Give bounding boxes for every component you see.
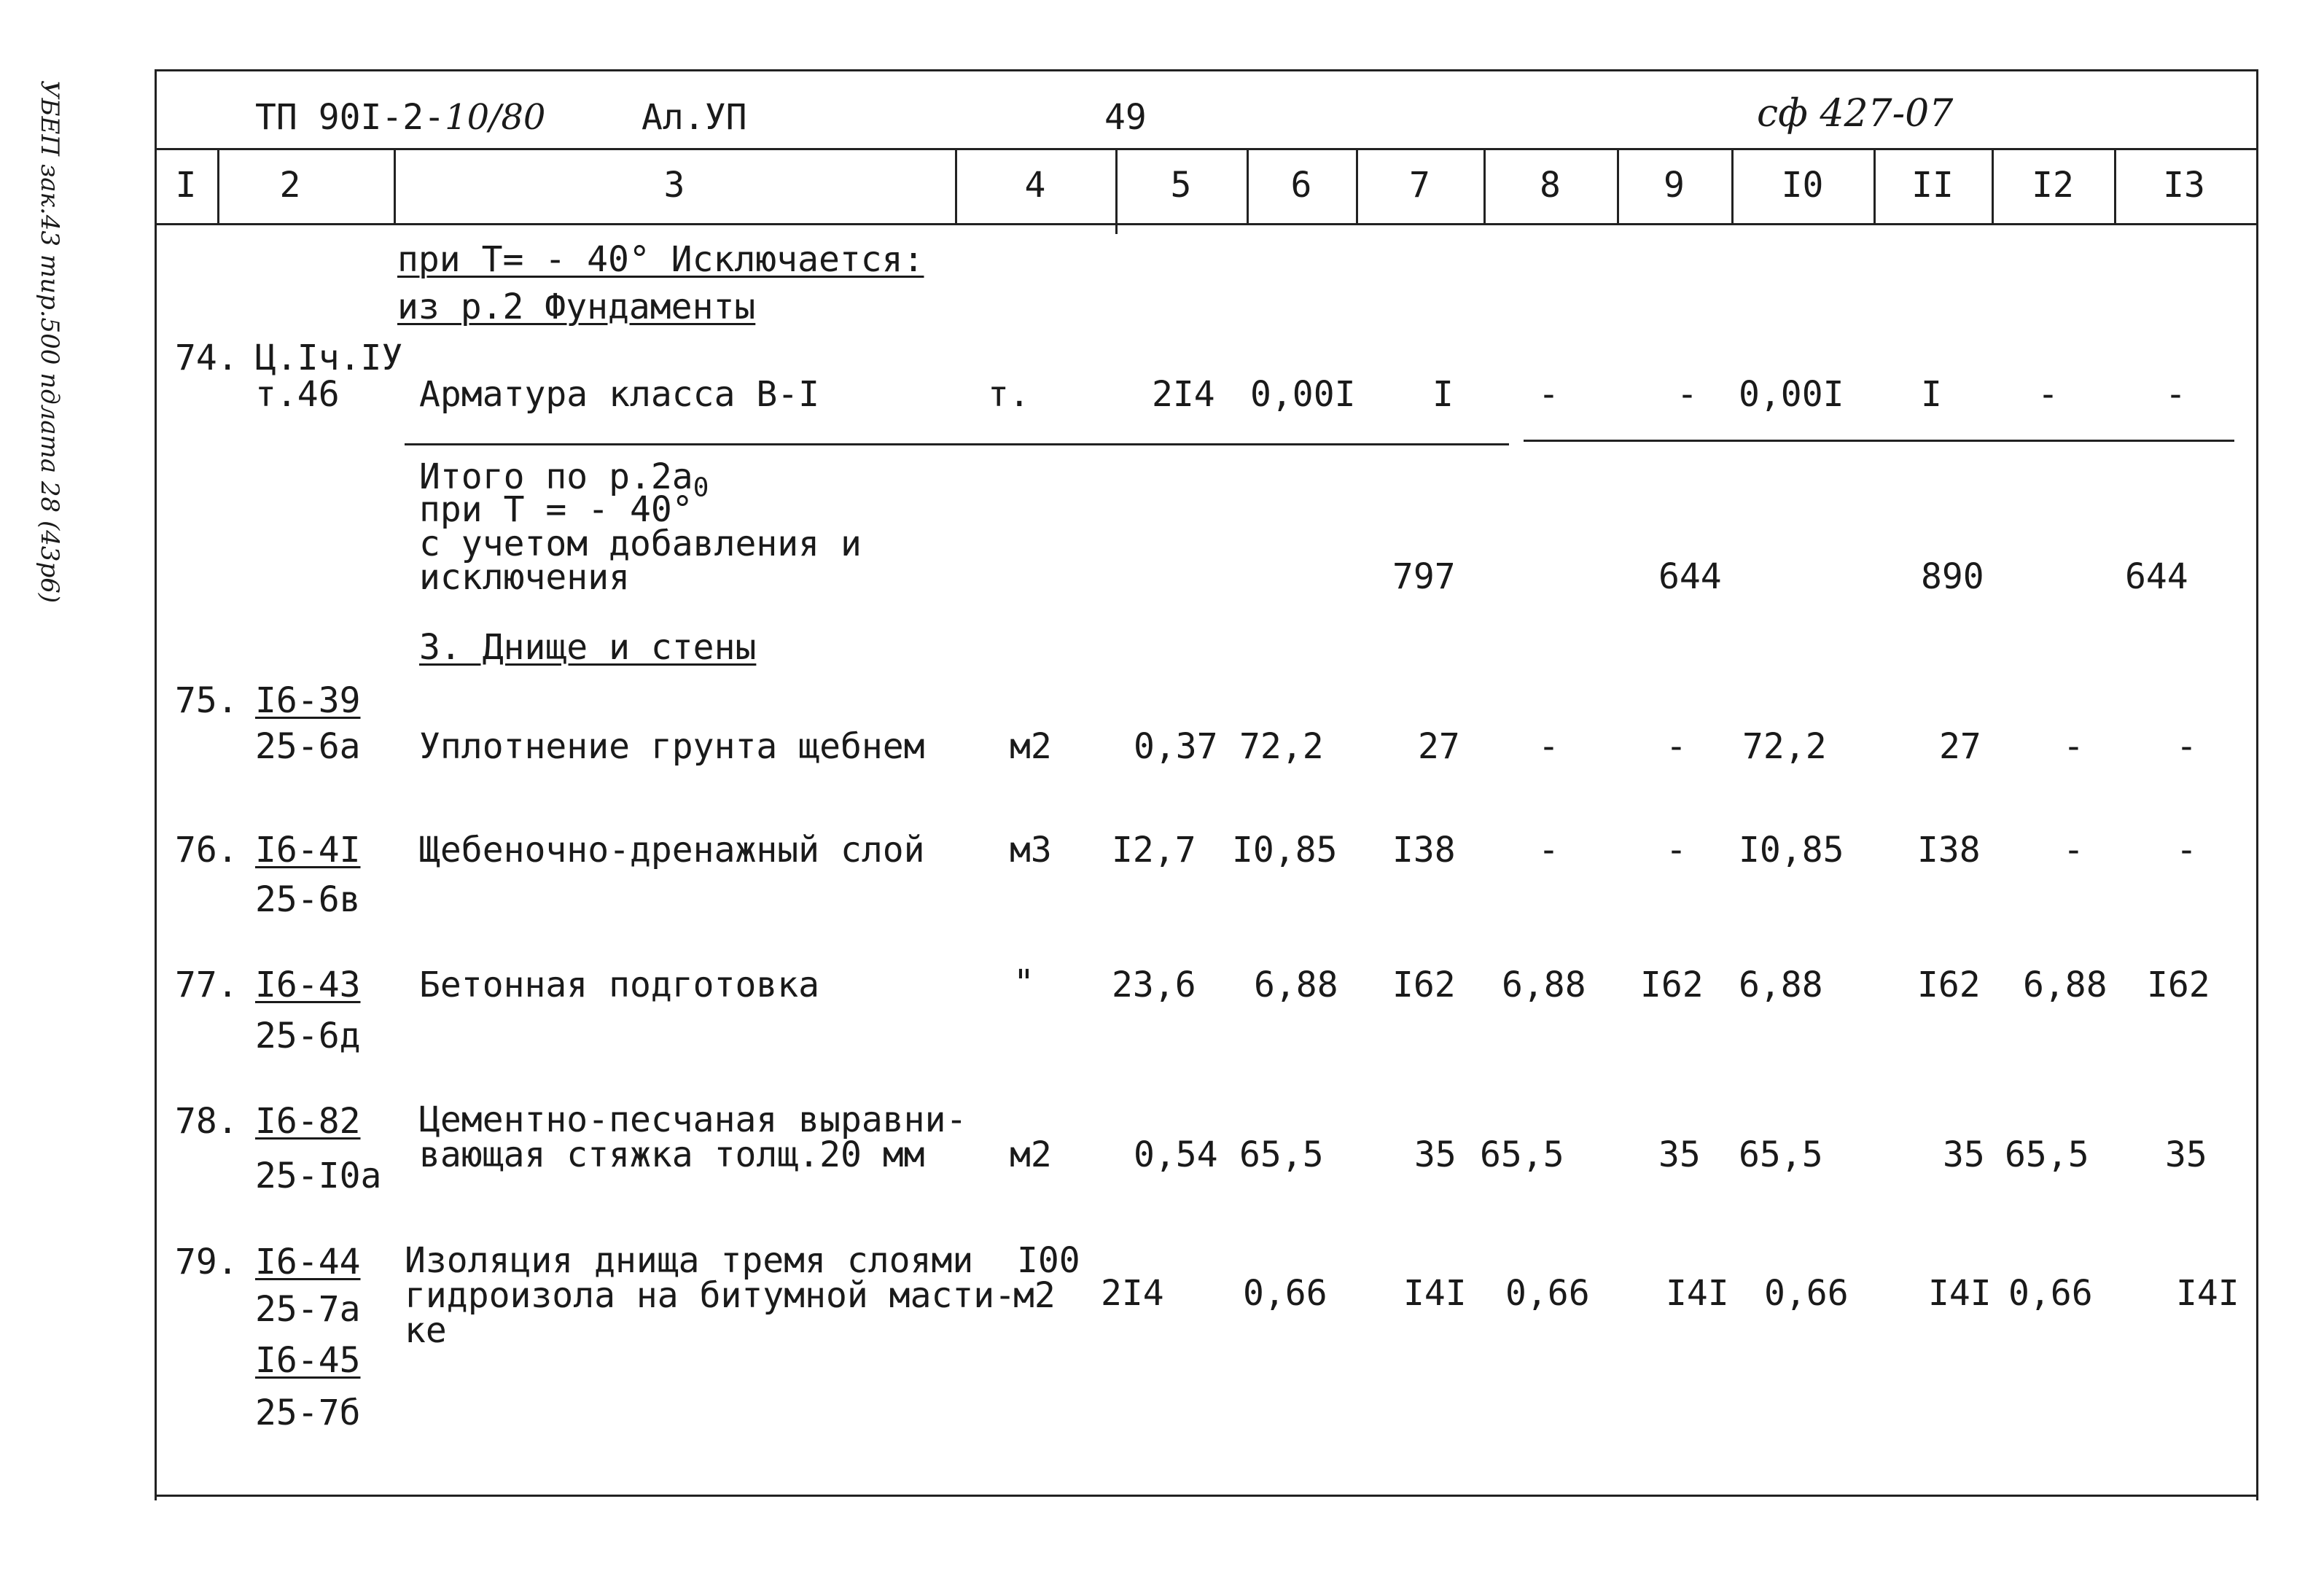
cell-c13: I4I bbox=[2176, 1273, 2239, 1314]
subtotal-line-2: при Т = - 40° bbox=[419, 489, 693, 530]
row-code-alt-sub: 25-7б bbox=[255, 1393, 361, 1433]
cell-c6: 72,2 bbox=[1239, 726, 1324, 767]
col-header-12: I2 bbox=[2032, 165, 2074, 206]
row-code-sub: 25-6в bbox=[255, 879, 361, 920]
row-unit: м3 bbox=[1010, 830, 1052, 870]
row-code: I6-39 bbox=[255, 680, 361, 721]
cell-c5: I2,7 bbox=[1112, 830, 1196, 870]
subtotal-line-4: исключения bbox=[419, 557, 630, 598]
row-unit: т. bbox=[988, 374, 1030, 415]
cell-c7: I bbox=[1432, 374, 1454, 415]
cell-c7: I4I bbox=[1403, 1273, 1467, 1314]
cell-c11: I4I bbox=[1928, 1273, 1992, 1314]
cell-c12: 65,5 bbox=[2005, 1134, 2089, 1175]
row-name: Арматура класса В-I bbox=[419, 374, 820, 415]
cell-c12: 0,66 bbox=[2008, 1273, 2093, 1314]
cell-c9: - bbox=[1666, 726, 1687, 767]
row-code-alt: I6-45 bbox=[255, 1340, 361, 1381]
row-number: 77. bbox=[175, 965, 238, 1005]
cell-c13: 35 bbox=[2165, 1134, 2207, 1175]
row-name: Уплотнение грунта щебнем bbox=[419, 726, 925, 767]
col-header-4: 4 bbox=[1024, 165, 1046, 206]
cell-c5: 23,6 bbox=[1112, 965, 1196, 1005]
cell-c6: 6,88 bbox=[1254, 965, 1338, 1005]
col-header-13: I3 bbox=[2163, 165, 2205, 206]
row-code: I6-4I bbox=[255, 830, 361, 870]
cell-c12: - bbox=[2063, 726, 2084, 767]
margin-note-text: УБЕП зак.43 тир.500 пдлата 28 (43р6) bbox=[35, 80, 64, 604]
cell-c11: I bbox=[1921, 374, 1942, 415]
cell-c10: 0,00I bbox=[1739, 374, 1844, 415]
cell-c7: 27 bbox=[1418, 726, 1460, 767]
cell-c9: I4I bbox=[1666, 1273, 1729, 1314]
cell-c9: - bbox=[1677, 374, 1698, 415]
row-name-line-1: Изоляция днища тремя слоями bbox=[405, 1240, 974, 1281]
cell-c8: 0,66 bbox=[1505, 1273, 1590, 1314]
cell-c8: 6,88 bbox=[1502, 965, 1586, 1005]
cell-c10: 65,5 bbox=[1739, 1134, 1823, 1175]
row-unit-qty: I00 bbox=[1017, 1240, 1080, 1281]
row-code: I6-44 bbox=[255, 1242, 361, 1282]
subtotal-c11: 890 bbox=[1921, 556, 1984, 597]
doc-code: ТП 90I-2-10/80 bbox=[255, 97, 546, 138]
margin-note bbox=[22, 80, 66, 605]
row-code: I6-82 bbox=[255, 1101, 361, 1142]
cell-c11: 35 bbox=[1943, 1134, 1985, 1175]
header-bottom-line bbox=[155, 223, 2256, 225]
row-name-line-1: Цементно-песчаная выравни- bbox=[419, 1099, 967, 1140]
row-unit: м2 bbox=[1010, 726, 1052, 767]
col-header-9: 9 bbox=[1664, 165, 1685, 206]
cell-c6: 0,00I bbox=[1250, 374, 1356, 415]
cell-c7: 35 bbox=[1414, 1134, 1457, 1175]
col-header-6: 6 bbox=[1290, 165, 1312, 206]
row-number: 79. bbox=[175, 1242, 238, 1282]
cell-c8: - bbox=[1538, 830, 1559, 870]
row-code-sub: т.46 bbox=[255, 374, 340, 415]
cell-c8: - bbox=[1538, 374, 1559, 415]
header-top-line bbox=[155, 148, 2256, 150]
row-unit: м2 bbox=[1010, 1134, 1052, 1175]
col-header-7: 7 bbox=[1409, 165, 1430, 206]
row-number: 78. bbox=[175, 1101, 238, 1142]
cell-c9: 35 bbox=[1658, 1134, 1701, 1175]
exclusion-title: при Т= - 40° Исключается: bbox=[397, 239, 924, 280]
frame-bottom bbox=[155, 1495, 2256, 1497]
cell-c13: - bbox=[2176, 726, 2197, 767]
cell-c12: - bbox=[2063, 830, 2084, 870]
subtotal-c9: 644 bbox=[1658, 556, 1722, 597]
cell-c7: I62 bbox=[1392, 965, 1456, 1005]
cell-c6: I0,85 bbox=[1232, 830, 1338, 870]
cell-c6: 65,5 bbox=[1239, 1134, 1324, 1175]
cell-c11: I62 bbox=[1917, 965, 1981, 1005]
row-code-sub: 25-7а bbox=[255, 1289, 361, 1330]
doc-code-handwritten: 10/80 bbox=[445, 97, 546, 138]
row-code-sub: 25-I0а bbox=[255, 1156, 382, 1196]
row-number: 76. bbox=[175, 830, 238, 870]
cell-c5: 2I4 bbox=[1152, 374, 1215, 415]
row-name-line-2: гидроизола на битумной масти- bbox=[405, 1275, 1016, 1316]
cell-c13: - bbox=[2176, 830, 2197, 870]
row-code: Ц.Iч.IУ bbox=[255, 338, 403, 378]
cell-c9: I62 bbox=[1640, 965, 1704, 1005]
row-name: Щебеночно-дренажный слой bbox=[419, 830, 925, 870]
section-3-title: 3. Днище и стены bbox=[419, 627, 757, 668]
cell-c8: 65,5 bbox=[1480, 1134, 1564, 1175]
col-header-10: I0 bbox=[1781, 165, 1824, 206]
subtotal-c13: 644 bbox=[2125, 556, 2188, 597]
cell-c10: 0,66 bbox=[1764, 1273, 1849, 1314]
cell-c5: 0,37 bbox=[1134, 726, 1218, 767]
cell-c12: 6,88 bbox=[2023, 965, 2107, 1005]
row-code-sub: 25-6д bbox=[255, 1016, 361, 1056]
cell-c11: I38 bbox=[1917, 830, 1981, 870]
cell-c10: I0,85 bbox=[1739, 830, 1844, 870]
row-unit: м2 bbox=[1013, 1275, 1056, 1316]
row-name-line-2: вающая стяжка толщ.20 мм bbox=[419, 1134, 925, 1175]
subtotal-c7: 797 bbox=[1392, 556, 1456, 597]
col-header-11: II bbox=[1911, 165, 1954, 206]
col-header-3: 3 bbox=[663, 165, 685, 206]
separator-line bbox=[1524, 440, 2234, 442]
row-number: 75. bbox=[175, 680, 238, 721]
album-label: Ал.УП bbox=[642, 97, 747, 138]
row-number: 74. bbox=[175, 338, 238, 378]
row-name: Бетонная подготовка bbox=[419, 965, 820, 1005]
row-name-line-3: ке bbox=[405, 1310, 447, 1351]
cell-c8: - bbox=[1538, 726, 1559, 767]
cell-c5: 0,54 bbox=[1134, 1134, 1218, 1175]
cell-c12: - bbox=[2038, 374, 2059, 415]
stamp-handwritten: сф 427-07 bbox=[1757, 92, 1954, 136]
cell-c9: - bbox=[1666, 830, 1687, 870]
page-number: 49 bbox=[1104, 97, 1147, 138]
exclusion-subtitle: из р.2 Фундаменты bbox=[397, 287, 756, 327]
col-header-5: 5 bbox=[1170, 165, 1192, 206]
cell-c13: - bbox=[2165, 374, 2186, 415]
cell-c10: 6,88 bbox=[1739, 965, 1823, 1005]
col-header-1: I bbox=[175, 165, 197, 206]
row-unit: " bbox=[1013, 962, 1034, 1003]
separator-line bbox=[405, 443, 1509, 445]
cell-c5: 2I4 bbox=[1101, 1273, 1164, 1314]
row-code-sub: 25-6а bbox=[255, 726, 361, 767]
cell-c10: 72,2 bbox=[1742, 726, 1827, 767]
subtotal-line-1: Итого по $р.2а_0$ bbox=[419, 456, 709, 503]
cell-c7: I38 bbox=[1392, 830, 1456, 870]
cell-c6: 0,66 bbox=[1243, 1273, 1327, 1314]
cell-c11: 27 bbox=[1939, 726, 1981, 767]
col-header-8: 8 bbox=[1540, 165, 1561, 206]
col-header-2: 2 bbox=[279, 165, 301, 206]
subtotal-line-3: с учетом добавления и bbox=[419, 523, 862, 564]
cell-c13: I62 bbox=[2147, 965, 2210, 1005]
row-code: I6-43 bbox=[255, 965, 361, 1005]
